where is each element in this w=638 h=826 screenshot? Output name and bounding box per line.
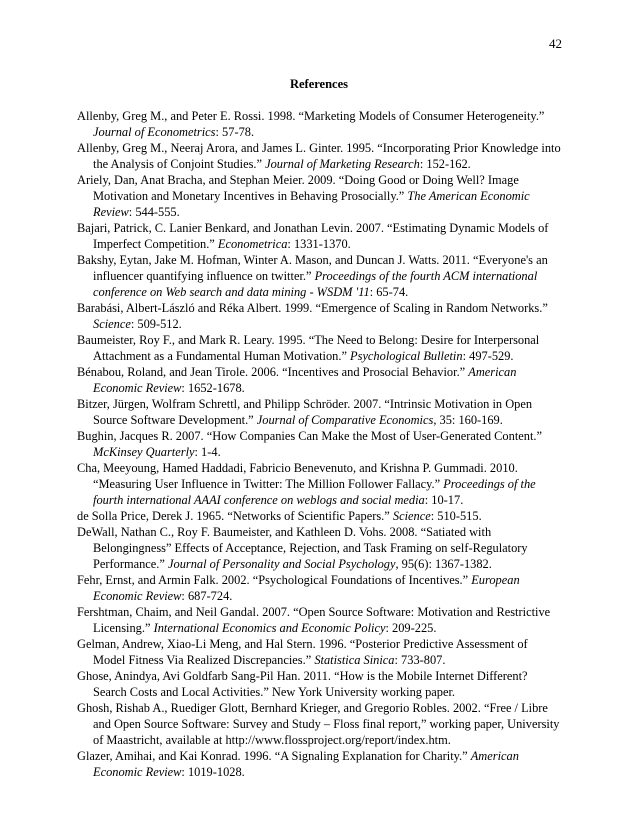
reference-item	[77, 300, 562, 332]
ref-source: Proceedings of the fourth ACM international conference on Web search and data mining - WSDM '11	[93, 269, 538, 299]
ref-source: Journal of Marketing Research	[265, 157, 420, 171]
ref-source: Science	[392, 509, 431, 523]
ref-text: DeWall, Nathan C., Roy F. Baumeister, and Kathleen D. Vohs. 2008. “Satiated with Belongingness” Effects of Acceptance, Rejection, and Task Framing on self-Regulatory Performance.”	[77, 525, 528, 571]
ref-source: American Economic Review	[93, 365, 517, 395]
ref-text: Ghose, Anindya, Avi Goldfarb Sang-Pil Han. 2011. “How is the Mobile Internet Different? Search Costs and Local Activities.” New York University working paper.	[77, 669, 528, 699]
ref-source: Econometrica	[217, 237, 288, 251]
reference-item	[77, 332, 562, 364]
reference-item	[77, 396, 562, 428]
reference-item	[77, 428, 562, 460]
ref-text: Barabási, Albert-László and Réka Albert. 1999. “Emergence of Scaling in Random Networks.”	[77, 301, 548, 315]
ref-source: American Economic Review	[93, 749, 519, 779]
reference-item	[77, 460, 562, 508]
ref-text: Cha, Meeyoung, Hamed Haddadi, Fabricio Benevenuto, and Krishna P. Gummadi. 2010. “Measuring User Influence in Twitter: The Million Follower Fallacy.”	[77, 461, 518, 491]
ref-source: Journal of Econometrics	[93, 125, 216, 139]
reference-item	[77, 604, 562, 636]
reference-item	[77, 108, 562, 140]
ref-pages: : 497-529.	[462, 349, 514, 363]
ref-pages: : 687-724.	[181, 589, 233, 603]
reference-item	[77, 700, 562, 748]
ref-pages: : 510-515.	[430, 509, 482, 523]
reference-item	[77, 140, 562, 172]
ref-text: Fehr, Ernst, and Armin Falk. 2002. “Psychological Foundations of Incentives.”	[77, 573, 472, 587]
reference-list	[77, 108, 562, 780]
reference-item	[77, 748, 562, 780]
ref-source: Statistica Sinica	[314, 653, 395, 667]
ref-pages: : 65-74.	[369, 285, 409, 299]
ref-text: Ariely, Dan, Anat Bracha, and Stephan Meier. 2009. “Doing Good or Doing Well? Image Motivation and Monetary Incentives in Behaving Prosocially.”	[77, 173, 519, 203]
references-heading: References	[289, 77, 349, 91]
ref-pages: : 509-512.	[130, 317, 182, 331]
ref-pages: : 57-78.	[215, 125, 255, 139]
ref-pages: , 35: 160-169.	[433, 413, 503, 427]
ref-source: International Economics and Economic Policy	[153, 621, 386, 635]
reference-item	[77, 508, 562, 524]
ref-text: Allenby, Greg M., and Peter E. Rossi. 1998. “Marketing Models of Consumer Heterogeneity.”	[77, 109, 545, 123]
reference-item	[77, 252, 562, 300]
ref-source: Journal of Personality and Social Psychology	[168, 557, 396, 571]
ref-pages: : 10-17.	[424, 493, 464, 507]
ref-pages: : 1-4.	[194, 445, 221, 459]
ref-pages: : 1652-1678.	[181, 381, 245, 395]
ref-pages: : 733-807.	[394, 653, 446, 667]
reference-item	[77, 364, 562, 396]
ref-text: Bitzer, Jürgen, Wolfram Schrettl, and Philipp Schröder. 2007. “Intrinsic Motivation in Open Source Software Development.”	[77, 397, 533, 427]
ref-text: Gelman, Andrew, Xiao-Li Meng, and Hal Stern. 1996. “Posterior Predictive Assessment of Model Fitness Via Realized Discrepancies.”	[77, 637, 528, 667]
ref-text: de Solla Price, Derek J. 1965. “Networks of Scientific Papers.”	[77, 509, 393, 523]
ref-pages: : 1019-1028.	[181, 765, 245, 779]
ref-text: Baumeister, Roy F., and Mark R. Leary. 1995. “The Need to Belong: Desire for Interpersonal Attachment as a Fundamental Human Motivation.”	[77, 333, 540, 363]
ref-text: Bakshy, Eytan, Jake M. Hofman, Winter A. Mason, and Duncan J. Watts. 2011. “Everyone's an influencer quantifying influence on twitter.”	[77, 253, 548, 283]
reference-item	[77, 636, 562, 668]
ref-text: Bajari, Patrick, C. Lanier Benkard, and Jonathan Levin. 2007. “Estimating Dynamic Models of Imperfect Competition.”	[77, 221, 549, 251]
ref-source: Science	[93, 317, 131, 331]
ref-source: European Economic Review	[93, 573, 520, 603]
ref-text: Bughin, Jacques R. 2007. “How Companies Can Make the Most of User-Generated Content.”	[77, 429, 542, 443]
reference-item	[77, 220, 562, 252]
ref-source: Proceedings of the fourth international AAAI conference on weblogs and social media	[93, 477, 536, 507]
reference-item	[77, 172, 562, 220]
ref-source: The American Economic Review	[93, 189, 530, 219]
ref-pages: : 544-555.	[128, 205, 180, 219]
ref-pages: : 152-162.	[419, 157, 471, 171]
ref-text: Ghosh, Rishab A., Ruediger Glott, Bernhard Krieger, and Gregorio Robles. 2002. “Free / Libre and Open Source Software: Survey and Study – Floss final report,” working paper, University of Maastricht, available at http://www.flossproject.org/report/index.htm.	[77, 701, 560, 747]
ref-source: Psychological Bulletin	[350, 349, 463, 363]
ref-text: Bénabou, Roland, and Jean Tirole. 2006. “Incentives and Prosocial Behavior.”	[77, 365, 469, 379]
reference-item	[77, 524, 562, 572]
reference-item	[77, 668, 562, 700]
ref-text: Glazer, Amihai, and Kai Konrad. 1996. “A Signaling Explanation for Charity.”	[77, 749, 471, 763]
ref-pages: , 95(6): 1367-1382.	[395, 557, 492, 571]
page-number: 42	[549, 36, 562, 51]
reference-item	[77, 572, 562, 604]
ref-source: Journal of Comparative Economics	[256, 413, 434, 427]
ref-source: McKinsey Quarterly	[93, 445, 195, 459]
ref-text: Allenby, Greg M., Neeraj Arora, and James L. Ginter. 1995. “Incorporating Prior Knowledge into the Analysis of Conjoint Studies.”	[77, 141, 561, 171]
ref-pages: : 1331-1370.	[287, 237, 351, 251]
ref-pages: : 209-225.	[385, 621, 437, 635]
ref-text: Fershtman, Chaim, and Neil Gandal. 2007. “Open Source Software: Motivation and Restrictive Licensing.”	[77, 605, 551, 635]
